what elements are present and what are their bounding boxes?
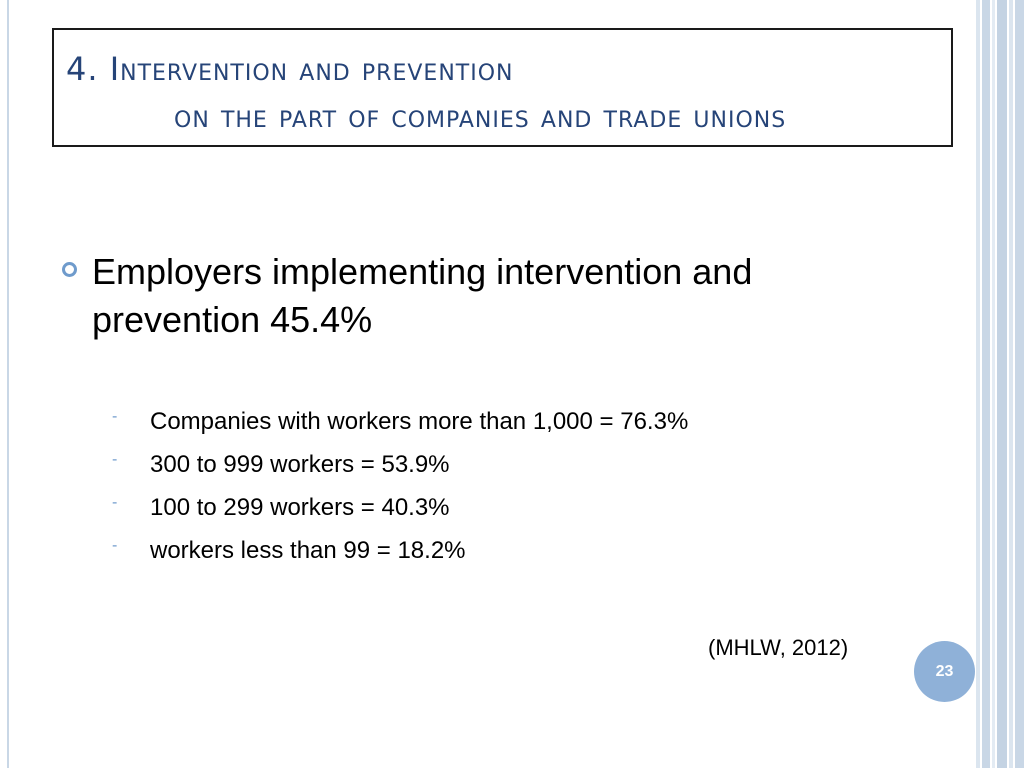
sub-item-text: 100 to 299 workers = 40.3% xyxy=(150,494,450,521)
citation: (MHLW, 2012) xyxy=(708,635,849,660)
dash-bullet-icon: - xyxy=(112,537,118,554)
dash-bullet-icon: - xyxy=(112,408,118,425)
left-border-line xyxy=(7,0,9,768)
sub-item-text: 300 to 999 workers = 53.9% xyxy=(150,451,450,478)
list-item xyxy=(112,448,832,491)
list-item xyxy=(112,534,832,577)
slide-title-line1: 4. Intervention and prevention xyxy=(66,50,514,88)
dash-bullet-icon: - xyxy=(112,494,118,511)
right-decorative-stripes xyxy=(976,0,1024,768)
list-item xyxy=(112,405,832,448)
sub-bullet-list xyxy=(112,405,832,577)
list-item xyxy=(112,491,832,534)
ring-bullet-icon xyxy=(62,262,77,277)
slide-title-line2: on the part of companies and trade unions xyxy=(174,97,787,135)
sub-item-text: workers less than 99 = 18.2% xyxy=(150,537,466,564)
title-box xyxy=(52,28,953,147)
sub-item-text: Companies with workers more than 1,000 = 76.3% xyxy=(150,408,689,435)
dash-bullet-icon: - xyxy=(112,451,118,468)
main-bullet-text: Employers implementing intervention and prevention 45.4% xyxy=(92,251,753,340)
page-number-badge: 23 xyxy=(914,641,975,702)
